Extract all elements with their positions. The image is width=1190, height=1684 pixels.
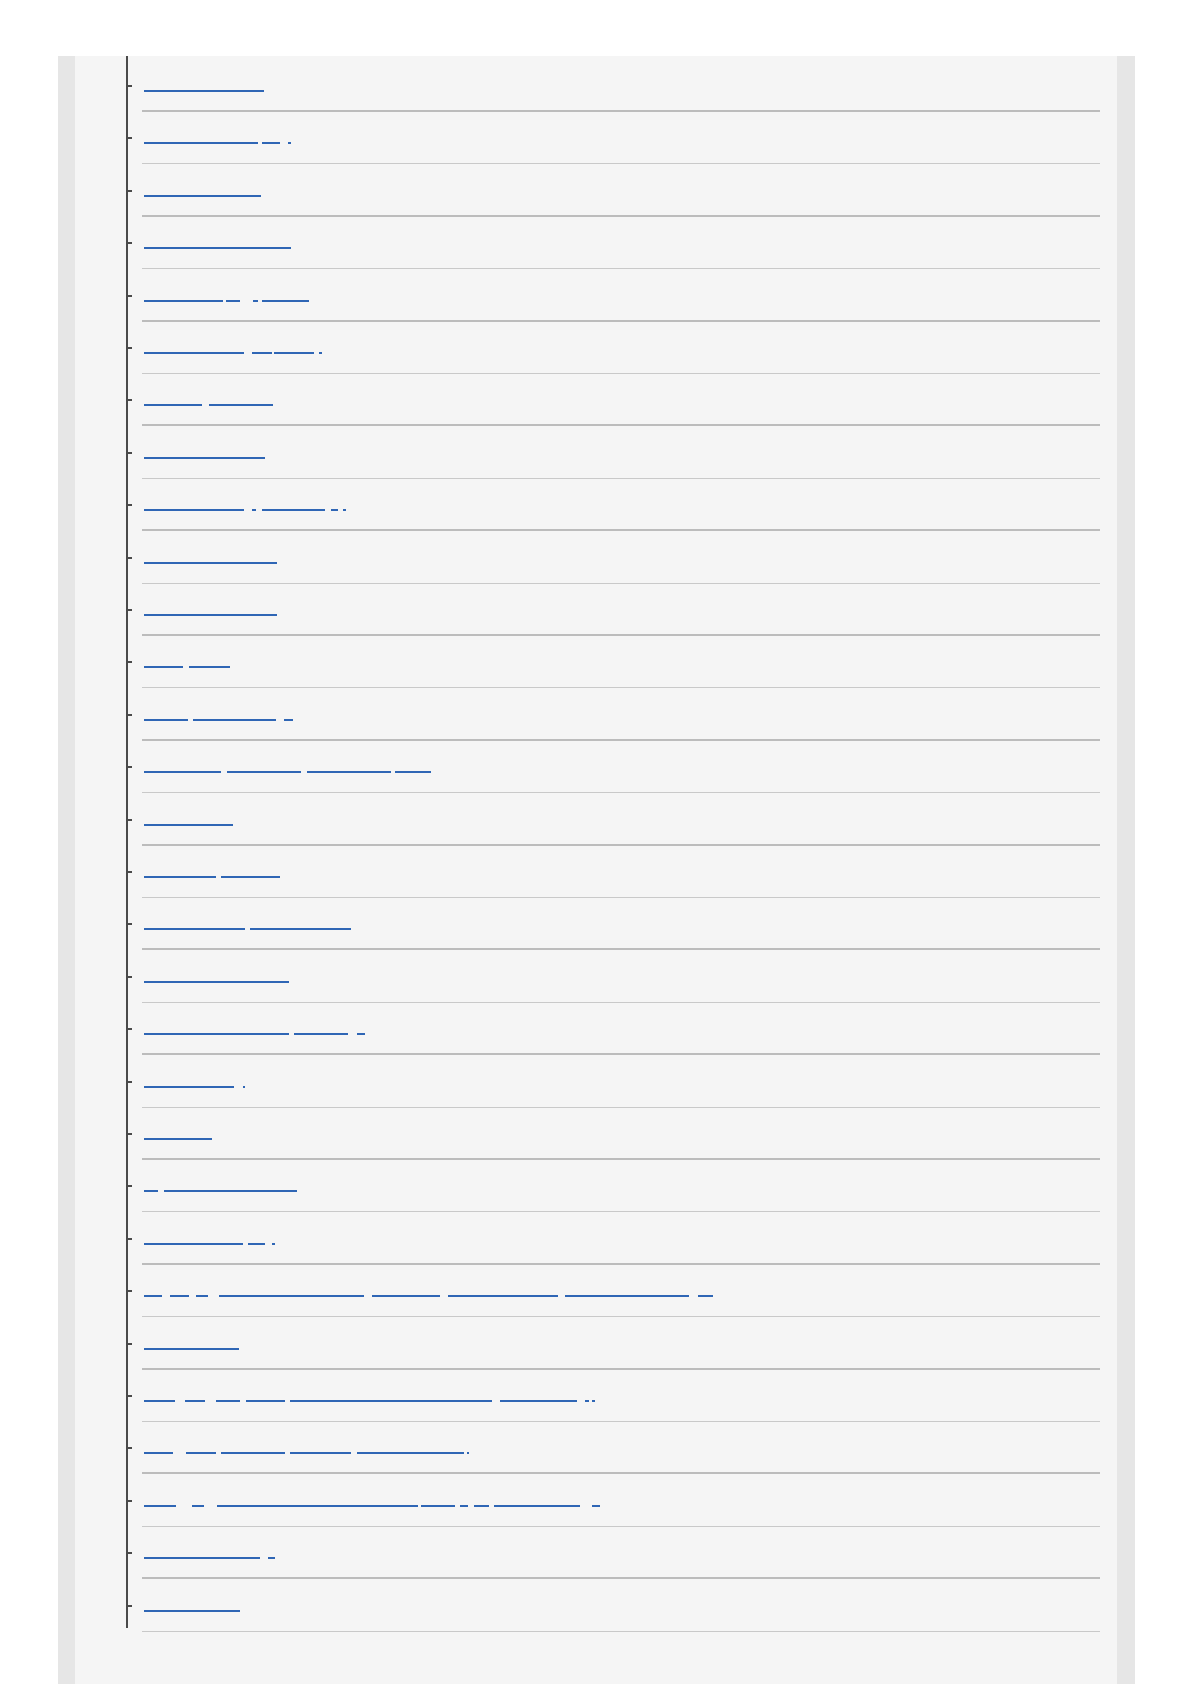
tree-branch-tick (126, 976, 132, 978)
link-underline (219, 1295, 364, 1297)
toc-link[interactable] (144, 1178, 297, 1192)
toc-link[interactable] (144, 1336, 239, 1350)
toc-row (126, 60, 1100, 112)
link-underline (144, 1243, 243, 1245)
tree-branch-tick (126, 1552, 132, 1554)
toc-row (126, 165, 1100, 217)
row-divider (142, 268, 1100, 269)
link-underline (592, 1505, 600, 1507)
toc-row (126, 1318, 1100, 1370)
toc-row (126, 846, 1100, 898)
link-underline (144, 247, 291, 249)
toc-row (126, 1003, 1100, 1055)
tree-branch-tick (126, 1605, 132, 1607)
tree-branch-tick (126, 1081, 132, 1083)
toc-link[interactable] (144, 1231, 275, 1245)
toc-link[interactable] (144, 812, 233, 826)
toc-row (126, 689, 1100, 741)
link-underline (144, 1452, 173, 1454)
toc-row (126, 1108, 1100, 1160)
link-underline (460, 1505, 468, 1507)
row-divider (142, 1472, 1100, 1474)
toc-link[interactable] (144, 288, 309, 302)
link-underline (252, 352, 272, 354)
link-underline (290, 1400, 492, 1402)
link-underline (144, 1033, 289, 1035)
link-underline (252, 509, 256, 511)
link-underline (217, 1505, 418, 1507)
link-underline (250, 928, 351, 930)
link-underline (331, 509, 338, 511)
link-underline (268, 1557, 275, 1559)
row-divider (142, 792, 1100, 793)
link-underline (144, 1190, 158, 1192)
link-underline (144, 457, 265, 459)
toc-row (126, 270, 1100, 322)
link-underline (221, 876, 280, 878)
link-underline (262, 509, 325, 511)
toc-link[interactable] (144, 445, 265, 459)
link-underline (592, 1400, 595, 1402)
tree-branch-tick (126, 1185, 132, 1187)
link-underline (196, 1295, 208, 1297)
link-underline (262, 300, 309, 302)
link-underline (272, 1243, 275, 1245)
link-underline (144, 614, 277, 616)
link-underline (395, 771, 431, 773)
toc-row (126, 951, 1100, 1003)
link-underline (288, 142, 291, 144)
tree-branch-tick (126, 661, 132, 663)
toc-link[interactable] (144, 1545, 275, 1559)
link-underline (164, 1190, 297, 1192)
toc-link[interactable] (144, 969, 289, 983)
toc-link[interactable] (144, 183, 261, 197)
toc-link[interactable] (144, 392, 273, 406)
toc-row (126, 374, 1100, 426)
link-underline (144, 1295, 162, 1297)
toc-row (126, 794, 1100, 846)
link-underline (357, 1033, 365, 1035)
tree-branch-tick (126, 190, 132, 192)
link-underline (216, 1400, 240, 1402)
row-divider (142, 1577, 1100, 1579)
link-underline (144, 509, 244, 511)
link-underline (290, 1452, 351, 1454)
toc-row (126, 1475, 1100, 1527)
row-divider (142, 529, 1100, 531)
toc-link[interactable] (144, 78, 264, 92)
toc-link[interactable] (144, 602, 277, 616)
toc-link[interactable] (144, 235, 291, 249)
toc-row (126, 1265, 1100, 1317)
link-underline (144, 90, 264, 92)
tree-branch-tick (126, 399, 132, 401)
link-underline (274, 352, 314, 354)
toc-row (126, 1527, 1100, 1579)
toc-link[interactable] (144, 1388, 595, 1402)
tree-branch-tick (126, 1028, 132, 1030)
link-underline (343, 509, 346, 511)
link-underline (585, 1400, 589, 1402)
link-underline (372, 1295, 440, 1297)
link-underline (144, 719, 188, 721)
link-underline (189, 666, 230, 668)
row-divider (142, 1053, 1100, 1055)
tree-branch-tick (126, 766, 132, 768)
link-underline (243, 1086, 245, 1088)
tree-branch-tick (126, 557, 132, 559)
link-underline (253, 300, 258, 302)
link-underline (144, 1505, 176, 1507)
link-underline (186, 1452, 216, 1454)
link-underline (474, 1505, 489, 1507)
link-underline (144, 981, 289, 983)
toc-row (126, 636, 1100, 688)
toc-row (126, 479, 1100, 531)
toc-row (126, 1422, 1100, 1474)
toc-link[interactable] (144, 759, 431, 773)
row-divider (142, 687, 1100, 688)
toc-link[interactable] (144, 550, 277, 564)
tree-branch-tick (126, 85, 132, 87)
link-underline (144, 1557, 260, 1559)
link-underline (467, 1452, 469, 1454)
link-underline (144, 771, 221, 773)
tree-branch-tick (126, 1290, 132, 1292)
link-underline (248, 1243, 265, 1245)
tree-branch-tick (126, 1395, 132, 1397)
link-underline (144, 195, 261, 197)
link-underline (144, 1138, 212, 1140)
link-underline (246, 1400, 285, 1402)
toc-link[interactable] (144, 654, 230, 668)
link-underline (307, 771, 391, 773)
link-underline (192, 1505, 204, 1507)
tree-branch-tick (126, 923, 132, 925)
toc-row (126, 532, 1100, 584)
tree-branch-tick (126, 1500, 132, 1502)
toc-link[interactable] (144, 1126, 212, 1140)
tree-branch-tick (126, 347, 132, 349)
tree-branch-tick (126, 295, 132, 297)
tree-branch-tick (126, 504, 132, 506)
toc-link[interactable] (144, 1074, 245, 1088)
tree-branch-tick (126, 452, 132, 454)
link-underline (144, 404, 202, 406)
row-divider (142, 1211, 1100, 1212)
toc-link[interactable] (144, 1440, 469, 1454)
toc-link[interactable] (144, 340, 322, 354)
tree-branch-tick (126, 1238, 132, 1240)
tree-branch-tick (126, 714, 132, 716)
toc-row (126, 427, 1100, 479)
link-underline (144, 1086, 234, 1088)
toc-row (126, 1213, 1100, 1265)
toc-row (126, 741, 1100, 793)
toc-link[interactable] (144, 1598, 240, 1612)
link-underline (144, 300, 223, 302)
tree-branch-tick (126, 1133, 132, 1135)
toc-link[interactable] (144, 497, 346, 511)
link-underline (227, 771, 301, 773)
link-underline (144, 1610, 240, 1612)
link-underline (144, 876, 216, 878)
link-underline (144, 1400, 175, 1402)
link-underline (221, 1452, 285, 1454)
link-underline (262, 142, 280, 144)
toc-link[interactable] (144, 916, 351, 930)
toc-link[interactable] (144, 130, 291, 144)
toc-row (126, 1370, 1100, 1422)
toc-link[interactable] (144, 1493, 600, 1507)
link-underline (319, 352, 322, 354)
toc-link[interactable] (144, 1283, 713, 1297)
link-underline (144, 142, 258, 144)
toc-row (126, 1056, 1100, 1108)
tree-branch-tick (126, 819, 132, 821)
row-divider (142, 163, 1100, 164)
link-underline (144, 352, 244, 354)
row-divider (142, 1316, 1100, 1317)
link-underline (500, 1400, 577, 1402)
toc-link[interactable] (144, 864, 280, 878)
link-underline (226, 300, 240, 302)
link-underline (144, 928, 245, 930)
tree-branch-tick (126, 1447, 132, 1449)
row-divider (142, 1631, 1100, 1632)
toc-link[interactable] (144, 1021, 365, 1035)
link-underline (421, 1505, 455, 1507)
tree-branch-tick (126, 242, 132, 244)
tree-branch-tick (126, 609, 132, 611)
link-underline (144, 824, 233, 826)
link-underline (209, 404, 273, 406)
link-underline (284, 719, 293, 721)
row-divider (142, 424, 1100, 426)
tree-branch-tick (126, 137, 132, 139)
link-underline (494, 1505, 580, 1507)
toc-row (126, 898, 1100, 950)
link-underline (565, 1295, 689, 1297)
link-underline (170, 1295, 189, 1297)
row-divider (142, 948, 1100, 950)
link-underline (193, 719, 276, 721)
tree-branch-tick (126, 871, 132, 873)
link-underline (144, 666, 183, 668)
link-underline (185, 1400, 205, 1402)
toc-row (126, 322, 1100, 374)
toc-row (126, 1580, 1100, 1632)
link-underline (144, 1348, 239, 1350)
link-underline (357, 1452, 464, 1454)
link-underline (698, 1295, 713, 1297)
link-underline (294, 1033, 348, 1035)
toc-row (126, 217, 1100, 269)
tree-branch-tick (126, 1343, 132, 1345)
toc-link[interactable] (144, 707, 293, 721)
toc-row (126, 112, 1100, 164)
link-underline (448, 1295, 558, 1297)
toc-row (126, 1160, 1100, 1212)
link-underline (144, 562, 277, 564)
toc-row (126, 584, 1100, 636)
